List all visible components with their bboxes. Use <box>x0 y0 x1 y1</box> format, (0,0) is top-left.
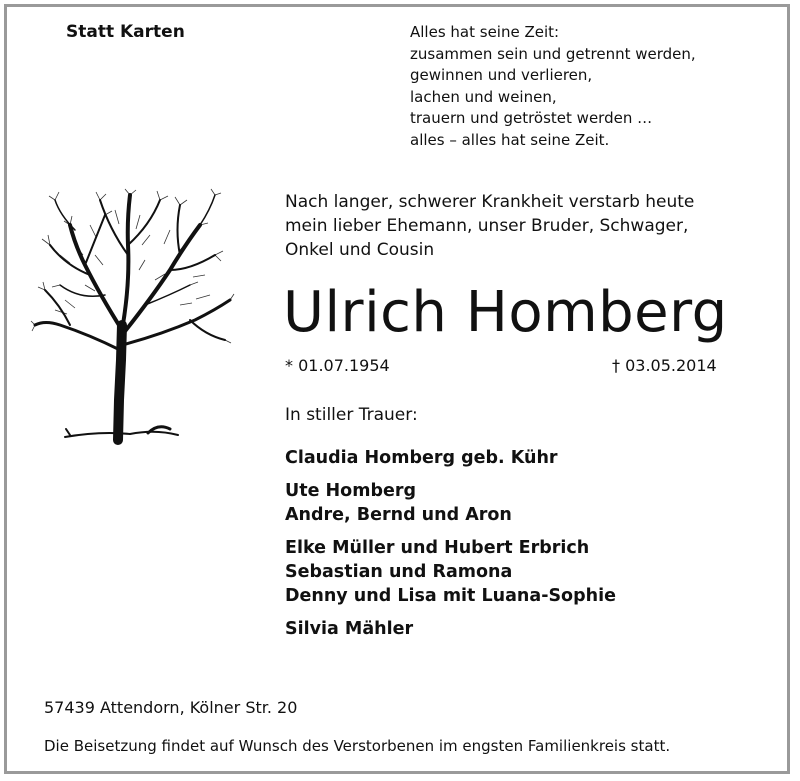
death-date: † 03.05.2014 <box>612 356 717 375</box>
mourner-group <box>285 479 512 527</box>
poem-line: Alles hat seine Zeit: <box>410 23 560 41</box>
birth-date: * 01.07.1954 <box>285 356 390 375</box>
mourner-line: Sebastian und Ramona <box>285 562 513 582</box>
intro-line: mein lieber Ehemann, unser Bruder, Schwager, <box>285 216 689 236</box>
intro-line: Nach langer, schwerer Krankheit verstarb heute <box>285 192 695 212</box>
mourner-group <box>285 446 558 470</box>
mourner-group <box>285 617 413 641</box>
statt-karten-label: Statt Karten <box>66 22 185 42</box>
burial-note: Die Beisetzung findet auf Wunsch des Verstorbenen im engsten Familienkreis statt. <box>44 737 671 755</box>
mourner-line: Denny und Lisa mit Luana-Sophie <box>285 586 616 606</box>
address: 57439 Attendorn, Kölner Str. 20 <box>44 698 298 717</box>
intro-text <box>285 190 694 262</box>
poem-line: alles – alles hat seine Zeit. <box>410 130 610 149</box>
poem-line: trauern und getröstet werden … <box>410 109 653 127</box>
mourner-line: Silvia Mähler <box>285 619 414 639</box>
mourner-line: Elke Müller und Hubert Erbrich <box>285 538 590 558</box>
poem-line: zusammen sein und getrennt werden, <box>410 44 696 63</box>
tree-icon <box>30 185 235 450</box>
poem-line: gewinnen und verlieren, <box>410 66 593 84</box>
mourner-line: Ute Homberg <box>285 481 416 501</box>
intro-line: Onkel und Cousin <box>285 240 435 260</box>
poem <box>410 22 696 151</box>
mourner-group <box>285 536 616 608</box>
deceased-name: Ulrich Homberg <box>283 280 728 345</box>
poem-line: lachen und weinen, <box>410 87 557 106</box>
mourner-line: Claudia Homberg geb. Kühr <box>285 448 558 468</box>
mourning-label: In stiller Trauer: <box>285 405 418 425</box>
mourner-line: Andre, Bernd und Aron <box>285 505 512 525</box>
